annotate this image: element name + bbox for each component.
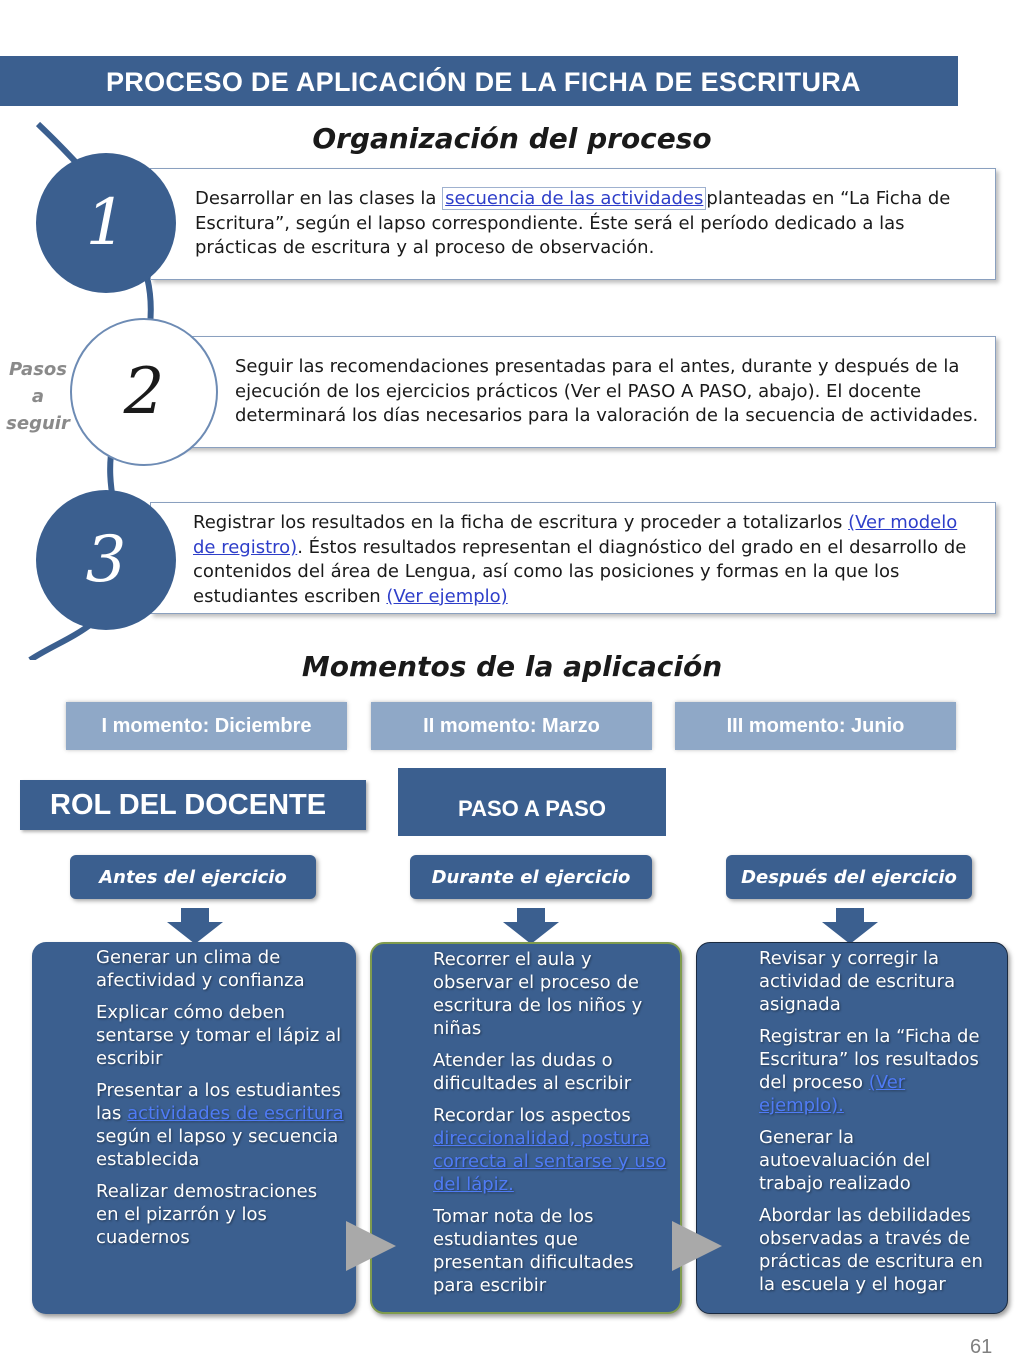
paso-a-paso-label: PASO A PASO — [398, 768, 666, 836]
list-item-text: según el lapso y secuencia establecida — [96, 1126, 339, 1170]
pasos-label-line-1: Pasos — [9, 359, 67, 380]
step-3-text-start: Registrar los resultados en la ficha de escritura y proceder a totalizarlos — [193, 512, 849, 533]
step-2-number: 2 — [123, 355, 165, 429]
list-item — [96, 1079, 344, 1171]
step-1-box — [150, 168, 996, 280]
step-3-number: 3 — [85, 523, 127, 597]
step-1-text-start: Desarrollar en las clases la — [195, 188, 443, 209]
despues-panel — [696, 942, 1008, 1314]
list-item-text: Registrar en la “Ficha de Escritura” los resultados del proceso — [759, 1026, 980, 1093]
list-item: Explicar cómo deben sentarse y tomar el lápiz al escribir — [96, 1002, 342, 1069]
down-arrow-icon — [503, 908, 559, 944]
durante-panel — [370, 942, 682, 1314]
section-heading-momentos: Momentos de la aplicación — [301, 650, 723, 683]
step-1-number-circle — [36, 153, 176, 293]
list-item: Atender las dudas o dificultades al escribir — [433, 1050, 632, 1094]
right-arrow-icon — [672, 1221, 722, 1271]
phase-despues-label: Después del ejercicio — [726, 855, 972, 899]
list-item: Recorrer el aula y observar el proceso de escritura de los niños y niñas — [433, 949, 643, 1039]
durante-list — [433, 948, 668, 1297]
link-direccionalidad[interactable]: direccionalidad, postura correcta al sentarse y uso del lápiz. — [433, 1128, 667, 1195]
list-item-text: Recordar los aspectos — [433, 1105, 631, 1126]
down-arrow-icon — [167, 908, 223, 944]
step-1-link-secuencia[interactable]: secuencia de las actividades — [442, 187, 706, 210]
moment-marzo: II momento: Marzo — [371, 702, 652, 750]
list-item: Revisar y corregir la actividad de escritura asignada — [759, 948, 956, 1015]
moment-junio: III momento: Junio — [675, 702, 956, 750]
list-item: Tomar nota de los estudiantes que presentan dificultades para escribir — [433, 1206, 634, 1296]
page-title: PROCESO DE APLICACIÓN DE LA FICHA DE ESCRITURA — [0, 56, 958, 106]
list-item — [759, 1025, 995, 1117]
step-1-text-end: planteadas en “La Ficha de Escritura”, según el lapso correspondiente. Éste será el período dedicado a las prácticas de escritura y al proceso de observación. — [195, 188, 951, 258]
step-3-text-middle: . Éstos resultados representan el diagnóstico del grado en el desarrollo de contenidos del área de Lengua, así como las posiciones y formas en la que los estudiantes escriben — [193, 536, 967, 607]
step-3-link-modelo-registro[interactable]: (Ver modelo de registro) — [193, 512, 958, 558]
page-number: 61 — [970, 1336, 993, 1358]
list-item: Abordar las debilidades observadas a través de prácticas de escritura en la escuela y el hogar — [759, 1205, 983, 1295]
right-arrow-icon — [346, 1221, 396, 1271]
list-item: Generar un clima de afectividad y confianza — [96, 947, 305, 991]
phase-durante-label: Durante el ejercicio — [410, 855, 652, 899]
step-2-number-circle — [70, 318, 218, 466]
moment-diciembre: I momento: Diciembre — [66, 702, 347, 750]
list-item: Generar la autoevaluación del trabajo realizado — [759, 1127, 931, 1194]
link-ver-ejemplo[interactable]: (Ver ejemplo). — [759, 1072, 906, 1116]
pasos-a-seguir-label — [4, 356, 72, 437]
rol-del-docente-label: ROL DEL DOCENTE — [20, 780, 366, 830]
antes-panel — [32, 942, 356, 1314]
list-item: Realizar demostraciones en el pizarrón y los cuadernos — [96, 1181, 318, 1248]
step-1-number: 1 — [85, 186, 127, 260]
link-actividades-escritura[interactable]: actividades de escritura — [127, 1103, 344, 1124]
antes-list — [96, 946, 344, 1249]
step-3-box — [150, 502, 996, 614]
step-3-number-circle — [36, 490, 176, 630]
section-heading-organizacion: Organización del proceso — [312, 122, 712, 155]
list-item-text: Presentar a los estudiantes las — [96, 1080, 341, 1124]
phase-antes-label: Antes del ejercicio — [70, 855, 316, 899]
step-3-link-ver-ejemplo[interactable]: (Ver ejemplo) — [386, 585, 508, 607]
list-item — [433, 1104, 668, 1196]
step-2-text: Seguir las recomendaciones presentadas para el antes, durante y después de la ejecución de los ejercicios prácticos (Ver el PASO A PASO, abajo). El docente determinará los días necesarios para la valoración de la secuencia de actividades. — [235, 356, 979, 426]
step-2-box — [170, 336, 996, 448]
pasos-label-line-3: seguir — [6, 413, 70, 434]
despues-list — [759, 947, 995, 1296]
down-arrow-icon — [822, 908, 878, 944]
pasos-label-line-2: a — [31, 386, 45, 407]
